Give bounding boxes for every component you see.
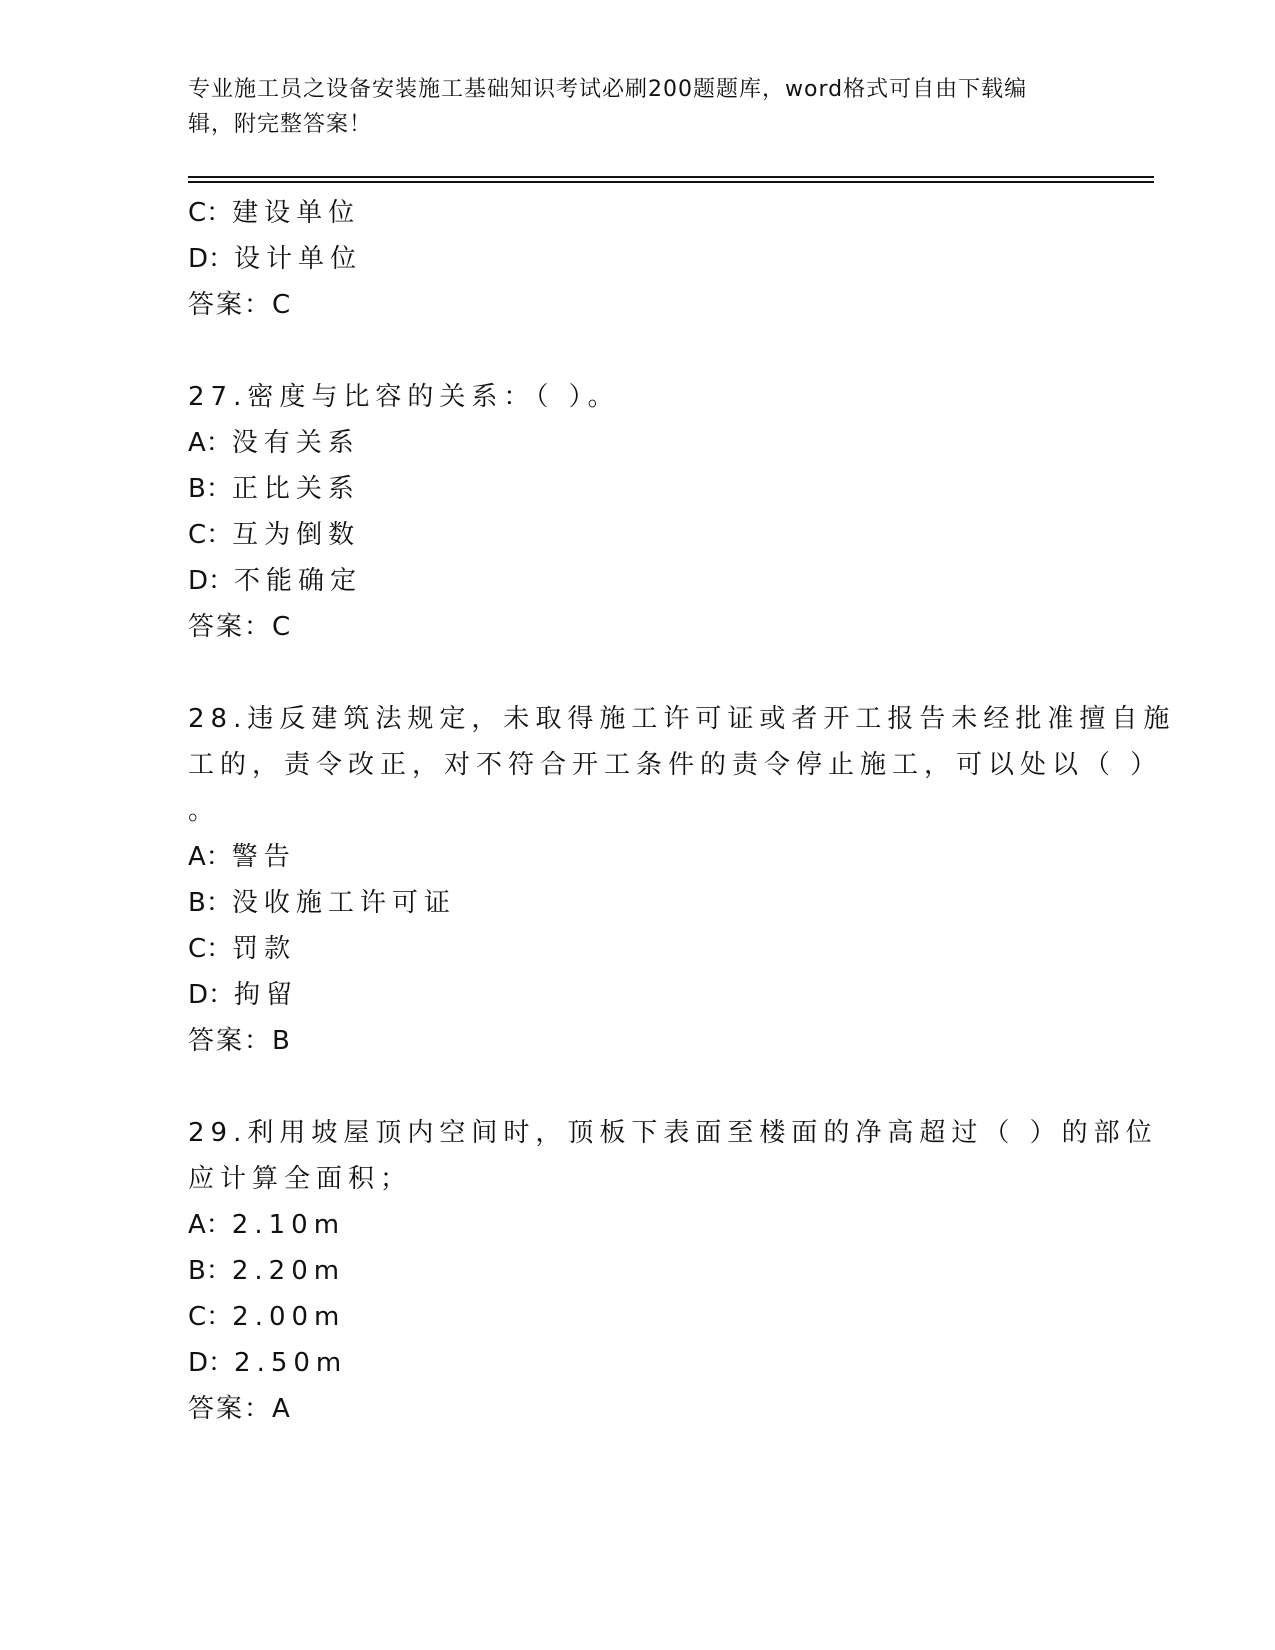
option-b: B：没收施工许可证 [188, 888, 456, 918]
answer-line: 答案：C [188, 290, 293, 320]
answer-line: 答案：C [188, 612, 293, 642]
option-a: A：警告 [188, 842, 296, 872]
option-b: B：2.20m [188, 1256, 346, 1286]
option-a: A：2.10m [188, 1210, 346, 1240]
answer-line: 答案：A [188, 1394, 292, 1424]
header-rule-bottom [188, 181, 1154, 183]
question-28-stem-line-2: 工的，责令改正，对不符合开工条件的责令停止施工，可以处以（ ） [188, 750, 1163, 780]
question-content [188, 190, 1176, 1432]
spacer [188, 1064, 1088, 1110]
option-d: D：拘留 [188, 980, 299, 1010]
document-header [188, 72, 1068, 142]
option-c: C：互为倒数 [188, 520, 361, 550]
question-29-stem-line-1: 29.利用坡屋顶内空间时，顶板下表面至楼面的净高超过（ ）的部位 [188, 1118, 1158, 1148]
question-28-stem-line-3: 。 [188, 796, 221, 826]
option-b: B：正比关系 [188, 474, 360, 504]
question-29-stem-line-2: 应计算全面积； [188, 1164, 413, 1194]
answer-line: 答案：B [188, 1026, 292, 1056]
question-28-stem-line-1: 28.违反建筑法规定，未取得施工许可证或者开工报告未经批准擅自施 [188, 704, 1176, 734]
question-27-stem: 27.密度与比容的关系：（ ）。 [188, 382, 620, 412]
option-a: A：没有关系 [188, 428, 360, 458]
option-c: C：建设单位 [188, 198, 361, 228]
header-rule-top [188, 176, 1154, 178]
option-c: C：罚款 [188, 934, 297, 964]
option-c: C：2.00m [188, 1302, 346, 1332]
option-d: D：设计单位 [188, 244, 363, 274]
spacer [188, 650, 1088, 696]
option-d: D：不能确定 [188, 566, 363, 596]
spacer [188, 328, 1088, 374]
document-title: 专业施工员之设备安装施工基础知识考试必刷200题题库，word格式可自由下载编辑，附完整答案！ [188, 77, 1028, 137]
option-d: D：2.50m [188, 1348, 348, 1378]
